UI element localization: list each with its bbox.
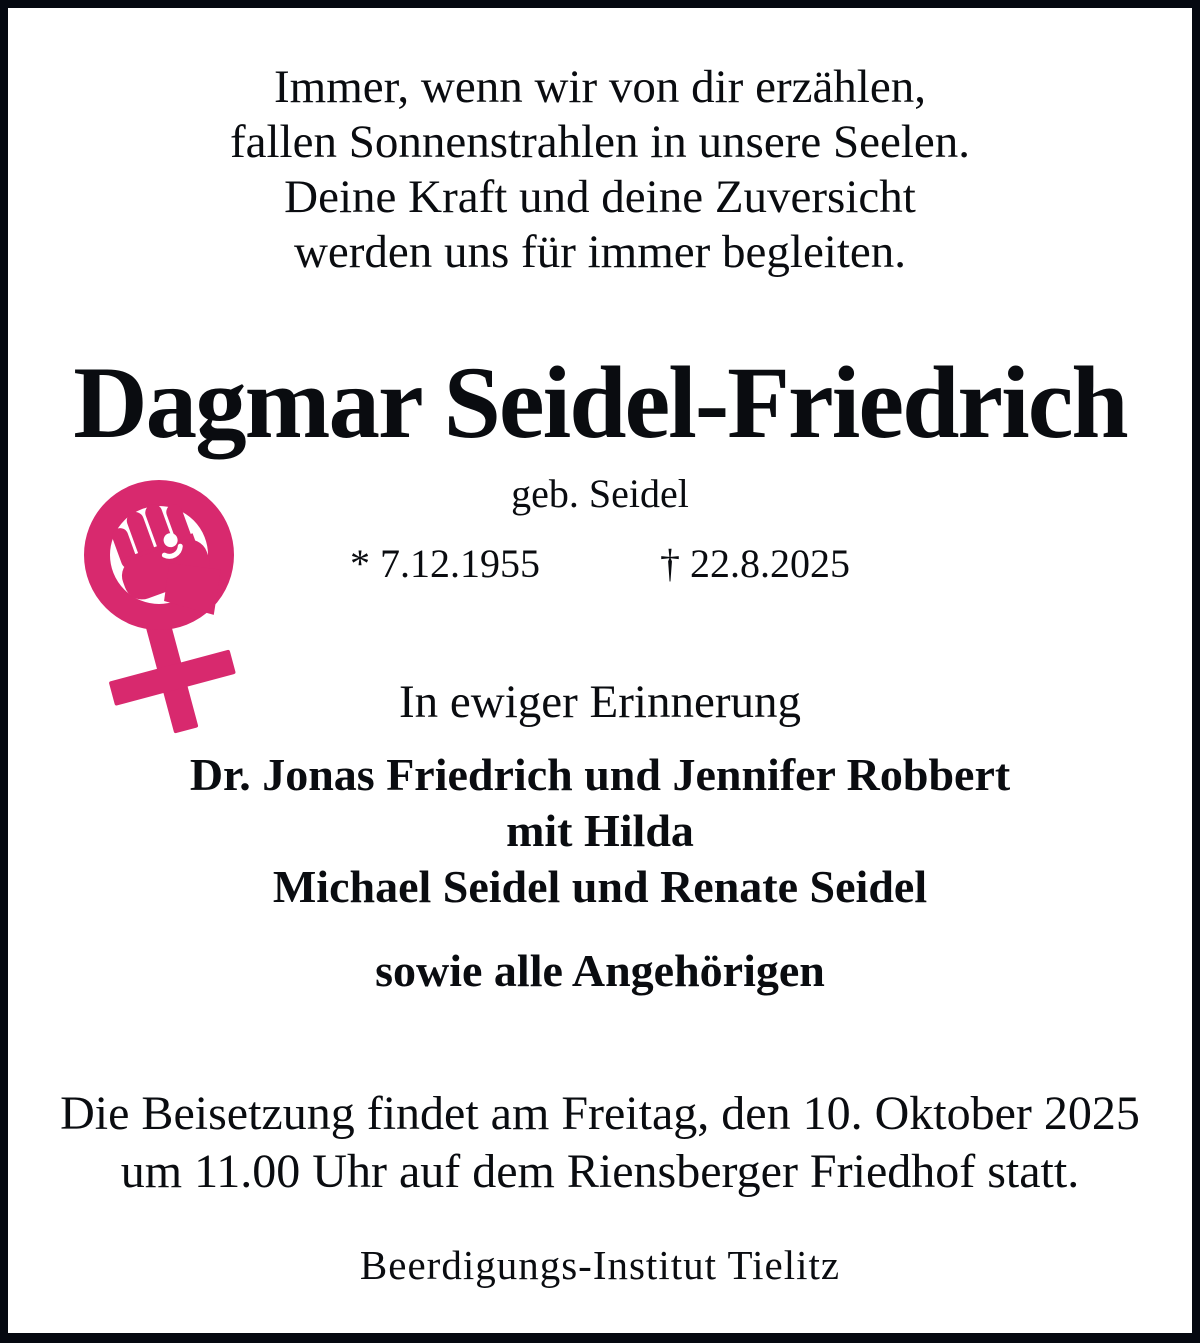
verse-line: Deine Kraft und deine Zuversicht [284,171,916,223]
mourners-list [8,747,1192,915]
funeral-line: um 11.00 Uhr auf dem Riensberger Friedhof statt. [120,1145,1080,1198]
verse-line: werden uns für immer begleiten. [293,226,907,278]
birth-date: * 7.12.1955 [350,541,540,586]
death-date: † 22.8.2025 [660,541,850,586]
mourner-line: Dr. Jonas Friedrich und Jennifer Robbert [189,749,1011,800]
funeral-line: Die Beisetzung findet am Freitag, den 10. Oktober 2025 [60,1087,1140,1140]
mourner-line: Michael Seidel und Renate Seidel [272,861,928,912]
verse-line: Immer, wenn wir von dir erzählen, [274,61,926,113]
mourner-line: mit Hilda [506,805,694,856]
deceased-name: Dagmar Seidel-Friedrich [73,346,1127,460]
funeral-institute: Beerdigungs-Institut Tielitz [359,1242,841,1288]
memorial-verse [8,60,1192,280]
relatives-line: sowie alle Angehörigen [375,945,825,996]
verse-line: fallen Sonnenstrahlen in unsere Seelen. [229,116,971,168]
maiden-name: geb. Seidel [511,471,689,516]
memorial-intro: In ewiger Erinnerung [399,676,801,728]
funeral-info [8,1085,1192,1201]
